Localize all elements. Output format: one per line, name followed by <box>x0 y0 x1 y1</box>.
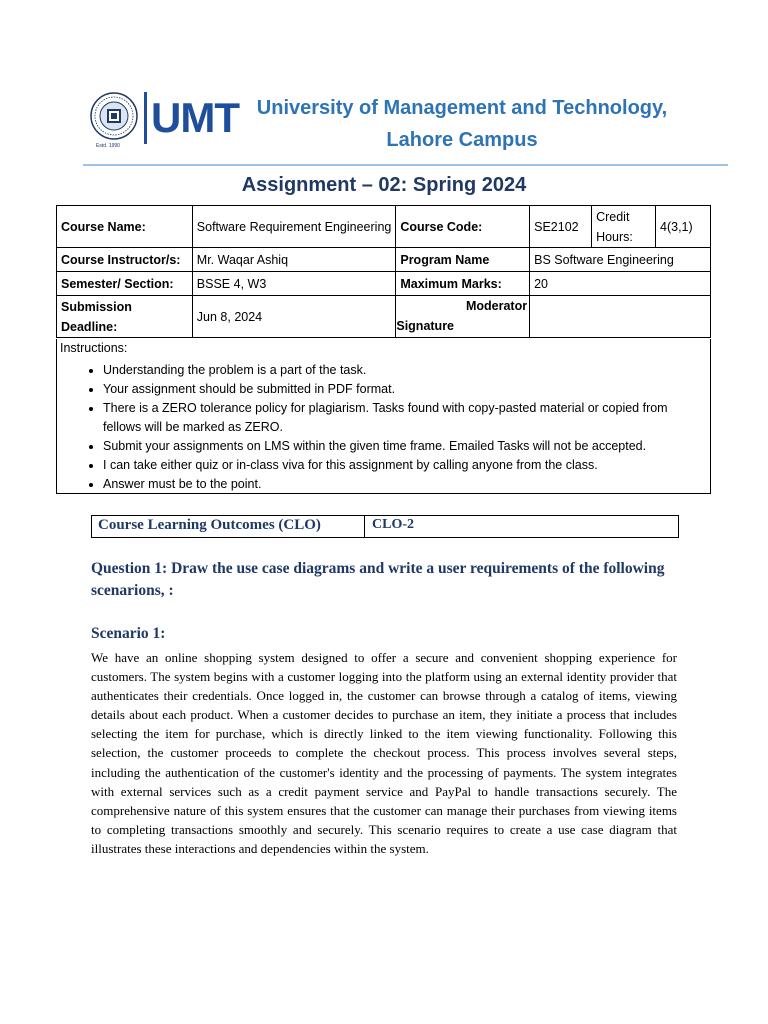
question-heading: Question 1: Draw the use case diagrams and write a user requirements of the following scenarions, : <box>91 560 665 599</box>
course-info-table <box>56 205 711 338</box>
university-name-line-1: University of Management and Technology, <box>256 97 668 119</box>
instructor-label: Course Instructor/s: <box>57 248 193 272</box>
list-item: • Answer must be to the point. <box>103 475 703 494</box>
university-seal-icon <box>90 92 138 140</box>
course-name-value: Software Requirement Engineering <box>192 206 396 248</box>
clo-divider <box>364 516 365 537</box>
program-name-label: Program Name <box>396 248 530 272</box>
list-item: • Understanding the problem is a part of the task. <box>103 361 703 380</box>
clo-box <box>91 515 679 538</box>
table-row <box>57 206 711 248</box>
university-header <box>90 88 730 158</box>
max-marks-label: Maximum Marks: <box>396 272 530 296</box>
course-name-label: Course Name: <box>57 206 193 248</box>
moderator-label-line-1: Moderator <box>465 299 528 313</box>
program-name-value: BS Software Engineering <box>530 248 711 272</box>
university-name-line-2: Lahore Campus <box>386 129 538 151</box>
instructions-box <box>56 339 711 494</box>
table-row <box>57 248 711 272</box>
credit-hours-label: Credit Hours: <box>592 206 656 248</box>
deadline-label-line-2: Deadline: <box>61 319 118 334</box>
clo-label: Course Learning Outcomes (CLO) <box>98 517 321 533</box>
header-divider <box>83 164 728 166</box>
university-name <box>252 92 672 156</box>
moderator-signature-value <box>530 296 711 338</box>
course-code-value: SE2102 <box>530 206 592 248</box>
list-item: • There is a ZERO tolerance policy for plagiarism. Tasks found with copy-pasted material or copied from fellows will be marked as ZERO. <box>103 399 703 437</box>
scenario-text: We have an online shopping system designed to offer a secure and convenient shopping experience for customers. The system begins with a customer logging into the platform using an external identity provider that authenticates their credentials. Once logged in, the customer can browse through a catalog of items, viewing details about each product. When a customer decides to purchase an item, they initiate a process that includes selecting the item for purchase, which is directly linked to the item viewing functionality. Following this selection, the customer proceeds to complete the checkout process. This process involves several steps, including the authentication of the customer's identity and the processing of payments. The system integrates with external services such as a credit payment service and PayPal to handle transactions securely. The comprehensive nature of this system ensures that the customer can manage their purchases from viewing items to completing transactions smoothly and securely. This scenario requires to create a use case diagram that illustrates these interactions and dependencies within the system. <box>91 650 677 856</box>
logo-divider <box>144 92 147 144</box>
moderator-label-line-2: Signature <box>396 319 455 333</box>
max-marks-value: 20 <box>530 272 711 296</box>
moderator-signature-label <box>396 296 530 338</box>
instructions-list <box>67 361 703 494</box>
list-item: • Your assignment should be submitted in PDF format. <box>103 380 703 399</box>
submission-deadline-value: Jun 8, 2024 <box>192 296 396 338</box>
clo-value: CLO-2 <box>372 517 414 532</box>
instructions-heading: Instructions: <box>60 341 128 355</box>
submission-deadline-label <box>57 296 193 338</box>
deadline-label-line-1: Submission <box>61 299 132 314</box>
table-row <box>57 272 711 296</box>
semester-value: BSSE 4, W3 <box>192 272 396 296</box>
seal-established-text: Estd. 1990 <box>96 143 120 149</box>
assignment-title: Assignment – 02: Spring 2024 <box>241 174 527 196</box>
list-item: • I can take either quiz or in-class viva for this assignment by calling anyone from the class. <box>103 456 703 475</box>
scenario-heading: Scenario 1: <box>91 625 166 642</box>
umt-logo: UMT <box>151 94 239 141</box>
course-code-label: Course Code: <box>396 206 530 248</box>
semester-label: Semester/ Section: <box>57 272 193 296</box>
list-item: • Submit your assignments on LMS within the given time frame. Emailed Tasks will not be accepted. <box>103 437 703 456</box>
table-row <box>57 296 711 338</box>
credit-hours-value: 4(3,1) <box>656 206 711 248</box>
instructor-value: Mr. Waqar Ashiq <box>192 248 396 272</box>
